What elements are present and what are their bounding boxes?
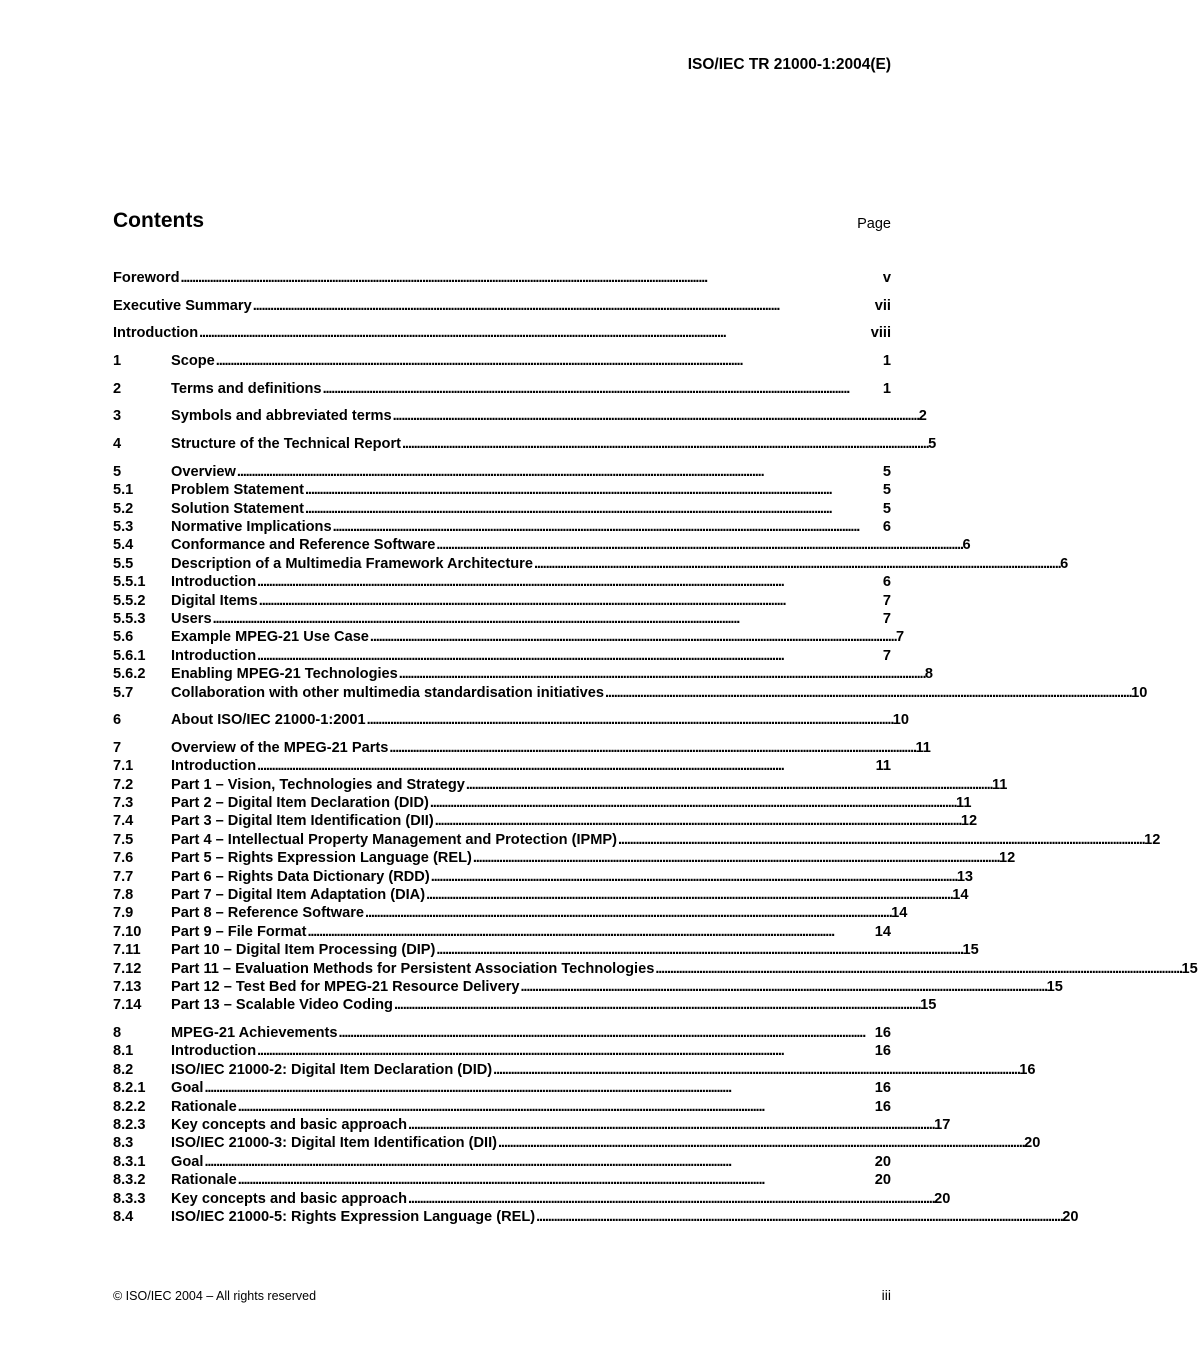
toc-entry[interactable] (113, 1134, 1041, 1152)
toc-entry-page: 20 (874, 1172, 891, 1189)
toc-entry[interactable] (113, 500, 891, 518)
toc-entry[interactable] (113, 352, 891, 370)
toc-entry[interactable] (113, 794, 972, 812)
toc-dot-leader (370, 628, 895, 646)
toc-dot-leader (305, 500, 882, 518)
toc-entry-number: 7.11 (113, 942, 141, 959)
toc-entry[interactable] (113, 996, 937, 1014)
toc-entry-number: 5.6.1 (113, 647, 146, 664)
toc-entry-title: ISO/IEC 21000-3: Digital Item Identification (DII) (171, 1135, 497, 1152)
toc-entry[interactable] (113, 269, 891, 287)
toc-entry-number: 8 (113, 1025, 122, 1042)
toc-entry-number: 5 (113, 463, 122, 480)
toc-entry-number: 2 (113, 380, 122, 397)
toc-entry-number: 5.6.2 (113, 666, 146, 683)
toc-entry-title: Solution Statement (171, 500, 304, 517)
toc-entry-page: 7 (896, 629, 905, 646)
toc-entry-page: 5 (882, 463, 891, 480)
toc-entry-number: 7 (113, 739, 122, 756)
toc-entry-title: ISO/IEC 21000-2: Digital Item Declaration (DID) (171, 1061, 493, 1078)
toc-entry-page: 11 (915, 739, 931, 756)
toc-dot-leader (237, 463, 882, 481)
toc-entry-title: Terms and definitions (171, 380, 322, 397)
page-column-label: Page (857, 216, 891, 232)
toc-entry-title: Part 1 – Vision, Technologies and Strategy (171, 776, 465, 793)
toc-entry-number: 7.10 (113, 923, 142, 940)
toc-entry-number: 8.3.2 (113, 1172, 146, 1189)
toc-dot-leader (394, 996, 919, 1014)
toc-entry[interactable] (113, 1098, 891, 1116)
toc-entry[interactable] (113, 831, 1161, 849)
toc-entry-title: Problem Statement (171, 482, 304, 499)
toc-entry-title: ISO/IEC 21000-5: Rights Expression Language (REL) (171, 1208, 536, 1225)
toc-entry-page: 7 (882, 647, 891, 664)
toc-dot-leader (473, 849, 998, 867)
toc-entry[interactable] (113, 1024, 891, 1042)
toc-entry-title: Description of a Multimedia Framework Architecture (171, 555, 533, 572)
toc-dot-leader (204, 1153, 873, 1171)
toc-entry-title: Part 10 – Digital Item Processing (DIP) (171, 942, 436, 959)
toc-dot-leader (402, 435, 927, 453)
toc-entry[interactable] (113, 904, 908, 922)
toc-entry-page: 11 (875, 758, 891, 775)
toc-dot-leader (399, 665, 924, 683)
toc-entry-number: 7.3 (113, 795, 134, 812)
document-id: ISO/IEC TR 21000-1:2004(E) (687, 56, 891, 73)
toc-dot-leader (493, 1061, 1018, 1079)
toc-dot-leader (305, 481, 882, 499)
toc-entry-page: v (882, 270, 891, 286)
toc-dot-leader (323, 380, 882, 398)
toc-entry-title: Key concepts and basic approach (171, 1190, 408, 1207)
toc-entry-page: 15 (1181, 960, 1198, 977)
toc-dot-leader (393, 407, 918, 425)
toc-entry-title: Part 6 – Rights Data Dictionary (RDD) (171, 868, 430, 885)
toc-entry-page: 10 (892, 712, 910, 729)
toc-entry-title: Digital Items (171, 592, 258, 609)
toc-entry[interactable] (113, 380, 891, 398)
toc-entry[interactable] (113, 1153, 891, 1171)
toc-entry-title: Part 12 – Test Bed for MPEG-21 Resource Delivery (171, 978, 520, 995)
toc-entry-number: 7.7 (113, 868, 134, 885)
toc-entry-title: Structure of the Technical Report (171, 436, 402, 453)
toc-entry-title: Users (171, 610, 212, 627)
toc-entry-page: 2 (918, 408, 927, 425)
toc-entry-title: Introduction (171, 758, 257, 775)
toc-entry-title: Normative Implications (171, 518, 332, 535)
toc-entry[interactable] (113, 297, 891, 315)
toc-entry-number: 1 (113, 353, 122, 370)
toc-entry[interactable] (113, 812, 978, 830)
toc-entry-title: Enabling MPEG-21 Technologies (171, 666, 398, 683)
toc-entry[interactable] (113, 628, 905, 646)
toc-dot-leader (257, 647, 882, 665)
toc-dot-leader (436, 941, 961, 959)
toc-entry[interactable] (113, 711, 910, 729)
toc-dot-leader (367, 711, 892, 729)
toc-dot-leader (257, 1042, 874, 1060)
toc-dot-leader (199, 324, 870, 342)
toc-entry[interactable] (113, 776, 1008, 794)
toc-entry[interactable] (113, 868, 974, 886)
toc-entry[interactable] (113, 435, 937, 453)
toc-entry-number: 5.2 (113, 500, 134, 517)
toc-entry-title: Introduction (171, 1043, 257, 1060)
toc-entry-page: 14 (952, 887, 969, 903)
toc-entry-number: 7.13 (113, 978, 142, 995)
toc-entry-title: Introduction (113, 325, 199, 342)
toc-entry-number: 5.5.3 (113, 610, 146, 627)
toc-dot-leader (257, 573, 882, 591)
contents-title: Contents (113, 209, 204, 232)
toc-entry-page: 16 (874, 1098, 891, 1115)
toc-entry[interactable] (113, 610, 891, 628)
toc-entry-number: 7.2 (113, 776, 134, 793)
toc-entry-page: 5 (882, 500, 891, 517)
toc-entry-page: 20 (934, 1190, 951, 1207)
toc-entry-title: Goal (171, 1080, 204, 1097)
toc-entry[interactable] (113, 1079, 891, 1097)
toc-entry-number: 7.12 (113, 960, 142, 977)
toc-entry-number: 7.9 (113, 905, 134, 922)
toc-dot-leader (204, 1079, 873, 1097)
toc-entry[interactable] (113, 886, 969, 904)
toc-entry[interactable] (113, 960, 1198, 978)
toc-entry-number: 5.1 (113, 482, 134, 499)
toc-entry-number: 4 (113, 436, 122, 453)
toc-entry[interactable] (113, 481, 891, 499)
toc-entry-page: 11 (991, 776, 1008, 793)
toc-dot-leader (436, 536, 961, 554)
toc-entry-page: 14 (891, 905, 908, 922)
toc-dot-leader (257, 757, 874, 775)
toc-entry-page: 15 (1046, 978, 1063, 995)
toc-dot-leader (430, 794, 955, 812)
toc-dot-leader (339, 1024, 874, 1042)
toc-dot-leader (655, 960, 1180, 978)
toc-dot-leader (180, 269, 881, 287)
toc-entry-title: MPEG-21 Achievements (171, 1025, 338, 1042)
toc-entry[interactable] (113, 739, 931, 757)
toc-entry-number: 8.2.1 (113, 1080, 146, 1097)
toc-entry-page: 20 (1024, 1135, 1041, 1152)
toc-entry-title: Rationale (171, 1098, 237, 1115)
toc-dot-leader (238, 1171, 874, 1189)
toc-entry-page: 15 (920, 997, 937, 1014)
toc-entry-number: 7.8 (113, 887, 134, 903)
toc-entry[interactable] (113, 1190, 951, 1208)
toc-entry-page: 6 (1060, 555, 1069, 572)
toc-entry-number: 8.2.3 (113, 1116, 146, 1133)
toc-entry-page: 7 (882, 592, 891, 609)
toc-entry-page: 8 (924, 666, 934, 683)
toc-entry[interactable] (113, 573, 891, 591)
toc-dot-leader (605, 684, 1130, 702)
toc-dot-leader (426, 886, 951, 904)
toc-entry-title: Collaboration with other multimedia standardisation initiatives (171, 684, 605, 701)
toc-entry-number: 5.4 (113, 537, 134, 554)
toc-entry-title: Part 11 – Evaluation Methods for Persistent Association Technologies (171, 960, 655, 977)
toc-entry-title: Overview (171, 463, 236, 480)
toc-dot-leader (216, 352, 882, 370)
toc-entry-title: About ISO/IEC 21000-1:2001 (171, 712, 366, 729)
toc-entry-title: Part 5 – Rights Expression Language (REL) (171, 850, 472, 867)
toc-entry-number: 8.3 (113, 1135, 134, 1152)
toc-entry-title: Part 4 – Intellectual Property Management and Protection (IPMP) (171, 831, 618, 848)
toc-entry-page: 5 (928, 436, 937, 453)
toc-entry[interactable] (113, 923, 891, 941)
toc-entry[interactable] (113, 1061, 1036, 1079)
toc-entry[interactable] (113, 665, 934, 683)
toc-dot-leader (536, 1208, 1061, 1226)
toc-entry[interactable] (113, 1042, 891, 1060)
toc-entry[interactable] (113, 1171, 891, 1189)
toc-dot-leader (253, 297, 874, 315)
toc-entry-number: 7.5 (113, 831, 134, 848)
toc-dot-leader (389, 739, 914, 757)
toc-entry-number: 3 (113, 408, 122, 425)
toc-entry-number: 7.4 (113, 813, 134, 830)
toc-entry-number: 8.3.3 (113, 1190, 146, 1207)
toc-entry-number: 8.3.1 (113, 1153, 146, 1170)
toc-entry-number: 5.5.1 (113, 574, 146, 591)
toc-entry[interactable] (113, 592, 891, 610)
footer-copyright: © ISO/IEC 2004 – All rights reserved (113, 1289, 317, 1303)
toc-entry-title: Example MPEG-21 Use Case (171, 629, 369, 646)
toc-entry[interactable] (113, 555, 1069, 573)
toc-dot-leader (521, 978, 1046, 996)
toc-entry-title: Part 8 – Reference Software (171, 905, 365, 922)
toc-entry-title: Part 2 – Digital Item Declaration (DID) (171, 795, 429, 812)
toc-entry[interactable] (113, 647, 891, 665)
toc-dot-leader (213, 610, 882, 628)
toc-entry-page: 5 (882, 482, 891, 499)
toc-entry[interactable] (113, 684, 1148, 702)
toc-entry[interactable] (113, 407, 927, 425)
toc-dot-leader (333, 518, 882, 536)
toc-entry-page: 6 (882, 518, 891, 535)
toc-entry-title: Part 7 – Digital Item Adaptation (DIA) (171, 887, 426, 903)
toc-entry-page: 15 (962, 942, 979, 959)
toc-entry-page: 12 (1144, 831, 1161, 848)
toc-entry[interactable] (113, 324, 891, 342)
toc-entry-page: 12 (998, 850, 1016, 867)
toc-entry[interactable] (113, 518, 891, 536)
toc-entry-page: 6 (882, 574, 891, 591)
toc-entry-page: 13 (956, 868, 974, 885)
toc-entry-number: 8.4 (113, 1208, 134, 1225)
toc-entry-title: Executive Summary (113, 297, 252, 314)
toc-dot-leader (534, 555, 1059, 573)
toc-entry-number: 8.1 (113, 1043, 134, 1060)
toc-entry-title: Foreword (113, 270, 180, 286)
toc-entry-title: Scope (171, 353, 215, 370)
toc-entry-page: 12 (960, 813, 978, 830)
toc-dot-leader (307, 923, 873, 941)
toc-entry-title: Part 13 – Scalable Video Coding (171, 997, 393, 1014)
toc-entry-title: Symbols and abbreviated terms (171, 408, 392, 425)
toc-dot-leader (238, 1098, 874, 1116)
toc-dot-leader (259, 592, 882, 610)
toc-entry-title: Part 3 – Digital Item Identification (DII) (171, 813, 434, 830)
toc-entry-number: 5.6 (113, 629, 134, 646)
toc-dot-leader (618, 831, 1143, 849)
toc-entry-page: 1 (882, 353, 891, 370)
toc-entry-page: vii (874, 297, 891, 314)
toc-entry-page: 16 (874, 1043, 891, 1060)
toc-entry-page: 17 (934, 1116, 951, 1133)
toc-entry[interactable] (113, 757, 891, 775)
toc-entry-page: 20 (874, 1153, 891, 1170)
toc-entry-title: Key concepts and basic approach (171, 1116, 408, 1133)
toc-entry[interactable] (113, 941, 979, 959)
toc-entry-number: 8.2 (113, 1061, 134, 1078)
toc-entry[interactable] (113, 978, 1063, 996)
toc-entry[interactable] (113, 1208, 1079, 1226)
toc-entry-number: 5.7 (113, 684, 134, 701)
toc-entry-number: 7.6 (113, 850, 134, 867)
toc-entry[interactable] (113, 849, 1016, 867)
toc-entry[interactable] (113, 536, 971, 554)
toc-dot-leader (408, 1116, 933, 1134)
toc-entry-page: 7 (882, 610, 891, 627)
toc-entry-page: 6 (962, 537, 971, 554)
toc-entry-title: Introduction (171, 647, 257, 664)
toc-dot-leader (365, 904, 890, 922)
toc-entry-number: 7.14 (113, 997, 142, 1014)
toc-entry-page: 11 (956, 795, 972, 812)
table-of-contents (113, 269, 1198, 1226)
toc-entry-page: 10 (1131, 684, 1148, 701)
toc-entry-page: 20 (1062, 1208, 1079, 1225)
toc-entry[interactable] (113, 1116, 951, 1134)
toc-entry-title: Conformance and Reference Software (171, 537, 436, 554)
toc-dot-leader (431, 868, 956, 886)
toc-entry-number: 8.2.2 (113, 1098, 146, 1115)
toc-entry-number: 5.3 (113, 518, 134, 535)
toc-entry-title: Rationale (171, 1172, 237, 1189)
toc-entry-title: Overview of the MPEG-21 Parts (171, 739, 389, 756)
toc-entry-page: 16 (874, 1025, 891, 1042)
toc-entry-title: Introduction (171, 574, 257, 591)
toc-entry-page: 14 (874, 923, 891, 940)
toc-entry-title: Goal (171, 1153, 204, 1170)
toc-dot-leader (498, 1134, 1023, 1152)
toc-dot-leader (466, 776, 991, 794)
footer-page-number: iii (881, 1287, 891, 1303)
toc-dot-leader (408, 1190, 933, 1208)
toc-entry[interactable] (113, 463, 891, 481)
toc-entry-page: 1 (882, 380, 891, 397)
toc-entry-number: 7.1 (113, 758, 134, 775)
toc-entry-number: 5.5 (113, 555, 134, 572)
toc-entry-number: 6 (113, 712, 122, 729)
toc-entry-page: 16 (1019, 1061, 1036, 1078)
toc-entry-title: Part 9 – File Format (171, 923, 307, 940)
toc-dot-leader (435, 812, 960, 830)
toc-entry-number: 5.5.2 (113, 592, 146, 609)
toc-entry-page: viii (870, 325, 891, 342)
toc-entry-page: 16 (874, 1080, 891, 1097)
